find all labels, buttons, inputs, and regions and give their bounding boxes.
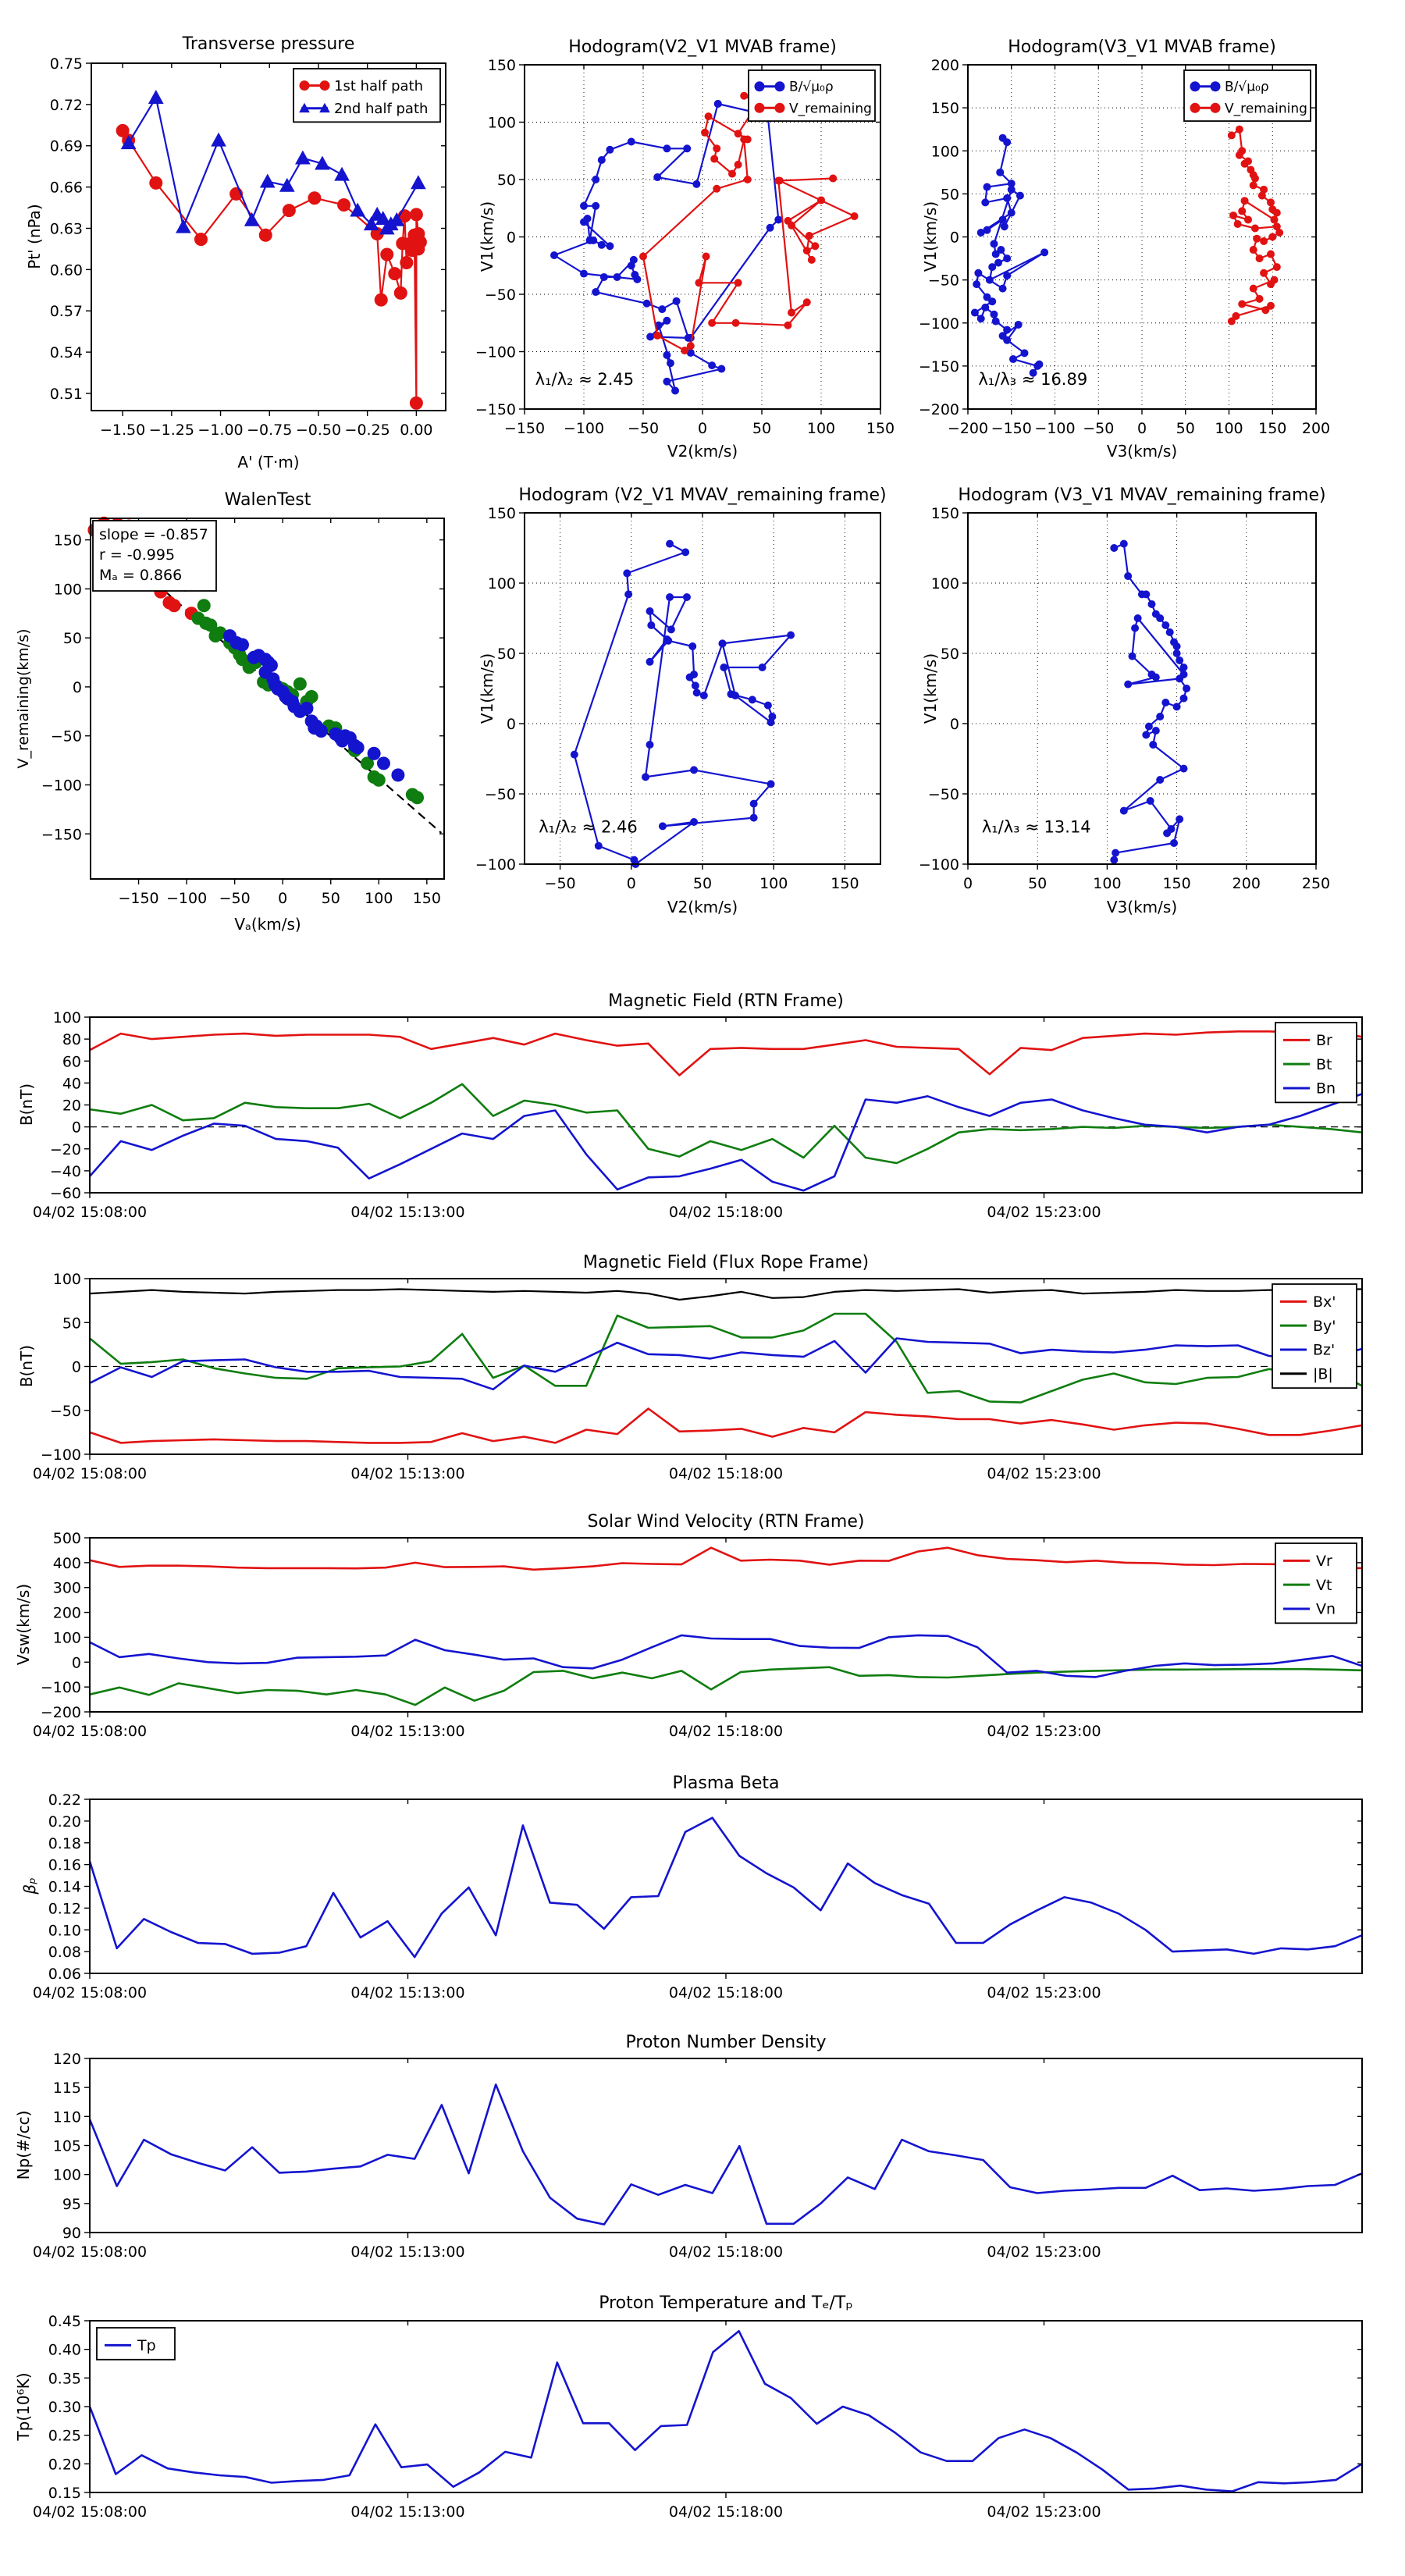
y-axis-label-np: Np(#/cc) xyxy=(14,2110,33,2180)
svg-text:−100: −100 xyxy=(475,343,516,361)
svg-text:slope = -0.857: slope = -0.857 xyxy=(99,526,208,543)
svg-text:−0.50: −0.50 xyxy=(295,422,342,439)
svg-text:80: 80 xyxy=(62,1031,81,1049)
svg-text:04/02 15:08:00: 04/02 15:08:00 xyxy=(32,1204,148,1221)
svg-text:−150: −150 xyxy=(475,401,516,418)
svg-text:0: 0 xyxy=(72,678,82,696)
svg-text:100: 100 xyxy=(930,575,959,592)
y-axis-label-v1-mvav3: V1(km/s) xyxy=(921,653,940,724)
svg-text:150: 150 xyxy=(930,505,959,522)
svg-text:04/02 15:08:00: 04/02 15:08:00 xyxy=(32,1465,148,1482)
y-axis-label-beta: βₚ xyxy=(20,1877,39,1895)
svg-text:150: 150 xyxy=(831,875,859,892)
svg-text:−50: −50 xyxy=(627,420,660,437)
svg-text:04/02 15:18:00: 04/02 15:18:00 xyxy=(668,1465,784,1482)
svg-text:−50: −50 xyxy=(484,786,516,803)
svg-text:−50: −50 xyxy=(544,875,576,892)
svg-text:100: 100 xyxy=(52,2166,81,2184)
chart-title-magnetic-rtn: Magnetic Field (RTN Frame) xyxy=(608,991,844,1011)
svg-text:04/02 15:18:00: 04/02 15:18:00 xyxy=(668,1204,784,1221)
svg-text:50: 50 xyxy=(62,630,82,648)
svg-text:110: 110 xyxy=(52,2108,81,2126)
svg-text:−200: −200 xyxy=(918,401,959,418)
chart-p3 xyxy=(919,57,1330,437)
svg-text:0.20: 0.20 xyxy=(48,1813,81,1831)
y-axis-label-b-fluxrope: B(nT) xyxy=(17,1344,36,1388)
chart-p5 xyxy=(475,505,880,892)
svg-text:Vt: Vt xyxy=(1316,1576,1332,1594)
svg-text:20: 20 xyxy=(62,1097,81,1115)
svg-text:0: 0 xyxy=(71,1358,81,1376)
chart-title-hodogram-v3v1-mvav: Hodogram (V3_V1 MVAV_remaining frame) xyxy=(958,486,1326,505)
svg-text:V_remaining: V_remaining xyxy=(1225,101,1307,117)
svg-text:2nd half path: 2nd half path xyxy=(334,101,429,118)
svg-text:04/02 15:08:00: 04/02 15:08:00 xyxy=(32,2503,148,2521)
svg-text:04/02 15:13:00: 04/02 15:13:00 xyxy=(350,1465,465,1482)
svg-text:50: 50 xyxy=(496,172,516,189)
svg-text:100: 100 xyxy=(930,143,959,161)
chart-title-solar-wind: Solar Wind Velocity (RTN Frame) xyxy=(587,1512,865,1532)
svg-text:−0.25: −0.25 xyxy=(344,422,390,439)
svg-text:200: 200 xyxy=(930,57,959,74)
svg-text:04/02 15:08:00: 04/02 15:08:00 xyxy=(32,1723,148,1740)
y-axis-label-v1-mvav2: V1(km/s) xyxy=(478,653,496,724)
svg-text:Mₐ = 0.866: Mₐ = 0.866 xyxy=(99,567,183,584)
chart-title-walen-test: WalenTest xyxy=(224,490,311,510)
svg-text:200: 200 xyxy=(1232,875,1261,892)
svg-text:0: 0 xyxy=(506,716,516,733)
x-axis-label-va: Vₐ(km/s) xyxy=(234,915,301,934)
svg-text:95: 95 xyxy=(62,2195,81,2213)
svg-text:0.10: 0.10 xyxy=(48,1922,81,1940)
y-axis-label-vsw: Vsw(km/s) xyxy=(14,1583,33,1666)
svg-text:100: 100 xyxy=(52,1009,81,1026)
svg-text:150: 150 xyxy=(866,420,895,437)
svg-text:Bx': Bx' xyxy=(1313,1293,1336,1311)
svg-text:04/02 15:08:00: 04/02 15:08:00 xyxy=(32,1984,148,2001)
svg-text:50: 50 xyxy=(1028,875,1048,892)
svg-text:−50: −50 xyxy=(927,272,959,290)
svg-text:04/02 15:23:00: 04/02 15:23:00 xyxy=(987,1984,1101,2001)
svg-text:0.57: 0.57 xyxy=(49,303,83,321)
svg-text:50: 50 xyxy=(1176,420,1195,437)
chart-title-magnetic-fluxrope: Magnetic Field (Flux Rope Frame) xyxy=(582,1253,870,1272)
svg-text:−200: −200 xyxy=(947,420,989,437)
svg-text:−1.25: −1.25 xyxy=(148,422,194,439)
svg-text:100: 100 xyxy=(759,875,788,892)
svg-text:0: 0 xyxy=(962,875,973,892)
svg-text:04/02 15:13:00: 04/02 15:13:00 xyxy=(350,1723,465,1740)
svg-text:r = -0.995: r = -0.995 xyxy=(99,546,176,564)
svg-text:0.20: 0.20 xyxy=(48,2456,81,2474)
svg-text:−100: −100 xyxy=(40,1679,81,1697)
svg-text:−150: −150 xyxy=(503,420,546,437)
svg-text:Tp: Tp xyxy=(137,2337,156,2355)
svg-text:90: 90 xyxy=(62,2225,81,2242)
chart-p2 xyxy=(475,57,895,437)
svg-text:0.54: 0.54 xyxy=(49,344,83,362)
svg-text:200: 200 xyxy=(1301,420,1331,437)
y-axis-label-v1-mvab3: V1(km/s) xyxy=(921,201,940,272)
svg-text:0.00: 0.00 xyxy=(400,422,433,439)
svg-text:−100: −100 xyxy=(1034,420,1076,437)
svg-text:105: 105 xyxy=(52,2137,81,2155)
svg-text:04/02 15:13:00: 04/02 15:13:00 xyxy=(350,1204,465,1221)
svg-text:400: 400 xyxy=(52,1554,81,1572)
legend xyxy=(293,69,440,122)
svg-text:100: 100 xyxy=(1093,875,1122,892)
svg-text:0: 0 xyxy=(278,890,288,907)
svg-text:150: 150 xyxy=(487,57,516,74)
svg-text:04/02 15:23:00: 04/02 15:23:00 xyxy=(987,1465,1101,1482)
svg-text:−0.75: −0.75 xyxy=(247,422,293,439)
svg-text:40: 40 xyxy=(62,1075,81,1093)
chart-title-proton-density: Proton Number Density xyxy=(625,2033,827,2052)
svg-text:0.06: 0.06 xyxy=(48,1966,81,1983)
chart-p10 xyxy=(33,1791,1362,2001)
svg-text:−40: −40 xyxy=(49,1162,81,1180)
svg-text:0.66: 0.66 xyxy=(49,179,83,197)
svg-text:−150: −150 xyxy=(118,890,159,907)
chart-p8 xyxy=(33,1271,1362,1482)
svg-text:04/02 15:08:00: 04/02 15:08:00 xyxy=(32,2243,148,2261)
svg-text:0.35: 0.35 xyxy=(48,2370,81,2388)
svg-text:150: 150 xyxy=(1258,420,1287,437)
y-axis-label-v1-mvab2: V1(km/s) xyxy=(478,201,496,272)
svg-text:−1.50: −1.50 xyxy=(100,422,146,439)
svg-text:200: 200 xyxy=(52,1604,81,1622)
svg-text:−150: −150 xyxy=(918,358,959,375)
svg-text:0.16: 0.16 xyxy=(48,1856,81,1874)
svg-text:−50: −50 xyxy=(50,728,82,745)
chart-p6 xyxy=(919,505,1330,892)
svg-text:−50: −50 xyxy=(49,1402,81,1420)
svg-text:120: 120 xyxy=(52,2051,81,2068)
svg-text:50: 50 xyxy=(940,646,959,663)
svg-text:0.72: 0.72 xyxy=(49,96,83,114)
svg-text:−100: −100 xyxy=(475,856,516,873)
svg-text:150: 150 xyxy=(53,532,82,550)
svg-text:0.22: 0.22 xyxy=(48,1791,81,1809)
chart-p7 xyxy=(33,1009,1362,1221)
svg-text:B/√μ₀ρ: B/√μ₀ρ xyxy=(1225,79,1269,95)
svg-text:−50: −50 xyxy=(927,786,959,803)
svg-text:04/02 15:13:00: 04/02 15:13:00 xyxy=(350,2243,465,2261)
svg-text:Br: Br xyxy=(1316,1032,1332,1050)
svg-text:Vn: Vn xyxy=(1316,1600,1336,1618)
svg-text:150: 150 xyxy=(1162,875,1191,892)
svg-text:−50: −50 xyxy=(1083,420,1115,437)
svg-text:04/02 15:13:00: 04/02 15:13:00 xyxy=(350,2503,465,2521)
svg-text:0: 0 xyxy=(697,420,708,437)
svg-text:−50: −50 xyxy=(484,286,516,304)
svg-text:0: 0 xyxy=(1136,420,1147,437)
svg-text:150: 150 xyxy=(412,890,441,907)
svg-text:Bt: Bt xyxy=(1316,1055,1332,1073)
svg-text:0.40: 0.40 xyxy=(48,2341,81,2359)
svg-text:0: 0 xyxy=(506,229,516,247)
svg-text:0: 0 xyxy=(949,229,959,247)
chart-p4 xyxy=(41,517,444,907)
svg-text:60: 60 xyxy=(62,1053,81,1071)
chart-title-hodogram-v2v1-mvav: Hodogram (V2_V1 MVAV_remaining frame) xyxy=(518,486,887,505)
svg-text:04/02 15:18:00: 04/02 15:18:00 xyxy=(668,2243,784,2261)
svg-text:50: 50 xyxy=(62,1315,81,1332)
chart-title-hodogram-v2v1-mvab: Hodogram(V2_V1 MVAB frame) xyxy=(568,37,837,57)
svg-text:0.69: 0.69 xyxy=(49,137,83,155)
svg-text:0.25: 0.25 xyxy=(48,2427,81,2445)
svg-text:−100: −100 xyxy=(166,890,208,907)
svg-text:100: 100 xyxy=(52,1629,81,1647)
y-axis-label-vremaining: V_remaining(km/s) xyxy=(15,628,32,769)
svg-text:115: 115 xyxy=(52,2080,81,2097)
legend xyxy=(1184,70,1311,121)
chart-p12 xyxy=(33,2313,1362,2521)
svg-text:50: 50 xyxy=(321,890,340,907)
x-axis-label-v2-mvav: V2(km/s) xyxy=(667,898,738,916)
svg-text:500: 500 xyxy=(52,1530,81,1547)
svg-text:100: 100 xyxy=(53,581,82,599)
svg-text:300: 300 xyxy=(52,1579,81,1597)
svg-text:0.45: 0.45 xyxy=(48,2313,81,2330)
svg-text:−150: −150 xyxy=(991,420,1032,437)
annotation-box xyxy=(93,521,216,591)
svg-text:04/02 15:18:00: 04/02 15:18:00 xyxy=(668,1723,784,1740)
x-axis-label-v2-mvab: V2(km/s) xyxy=(667,442,738,461)
chart-title-plasma-beta: Plasma Beta xyxy=(672,1774,780,1793)
x-axis-label-v3-mvav: V3(km/s) xyxy=(1106,898,1178,916)
svg-text:λ₁/λ₂ ≈ 2.45: λ₁/λ₂ ≈ 2.45 xyxy=(535,370,635,390)
svg-text:04/02 15:13:00: 04/02 15:13:00 xyxy=(350,1984,465,2001)
svg-text:150: 150 xyxy=(487,505,516,522)
chart-title-proton-temperature: Proton Temperature and Tₑ/Tₚ xyxy=(599,2293,853,2313)
svg-text:0.14: 0.14 xyxy=(48,1878,81,1896)
chart-p9 xyxy=(33,1530,1362,1740)
svg-text:0: 0 xyxy=(71,1654,81,1672)
svg-text:50: 50 xyxy=(692,875,713,892)
svg-text:100: 100 xyxy=(365,890,393,907)
svg-text:100: 100 xyxy=(487,114,516,132)
svg-text:0.08: 0.08 xyxy=(48,1944,81,1962)
svg-text:−1.00: −1.00 xyxy=(197,422,244,439)
svg-text:−150: −150 xyxy=(41,826,82,844)
y-axis-label-pt: Pt' (nPa) xyxy=(25,204,44,269)
svg-text:λ₁/λ₃ ≈ 16.89: λ₁/λ₃ ≈ 16.89 xyxy=(978,370,1088,390)
svg-text:50: 50 xyxy=(752,420,772,437)
svg-text:150: 150 xyxy=(930,100,959,118)
chart-title-hodogram-v3v1-mvab: Hodogram(V3_V1 MVAB frame) xyxy=(1008,37,1276,57)
svg-text:04/02 15:18:00: 04/02 15:18:00 xyxy=(668,2503,784,2521)
svg-text:0.60: 0.60 xyxy=(49,262,83,279)
svg-text:−60: −60 xyxy=(49,1185,81,1202)
svg-text:Vr: Vr xyxy=(1316,1553,1332,1571)
legend xyxy=(1275,1023,1357,1102)
svg-text:04/02 15:18:00: 04/02 15:18:00 xyxy=(668,1984,784,2001)
svg-text:|B|: |B| xyxy=(1313,1365,1333,1383)
svg-text:−100: −100 xyxy=(563,420,605,437)
svg-text:1st half path: 1st half path xyxy=(334,77,424,94)
svg-text:0.63: 0.63 xyxy=(49,220,83,238)
svg-text:0: 0 xyxy=(71,1119,81,1137)
svg-text:0.15: 0.15 xyxy=(48,2485,81,2502)
svg-text:100: 100 xyxy=(1215,420,1243,437)
svg-text:04/02 15:23:00: 04/02 15:23:00 xyxy=(987,2503,1101,2521)
svg-text:0.12: 0.12 xyxy=(48,1900,81,1918)
svg-text:λ₁/λ₃ ≈ 13.14: λ₁/λ₃ ≈ 13.14 xyxy=(981,817,1091,837)
chart-p1 xyxy=(50,55,446,439)
svg-text:−100: −100 xyxy=(40,1446,81,1464)
svg-text:By': By' xyxy=(1313,1317,1336,1335)
svg-text:04/02 15:23:00: 04/02 15:23:00 xyxy=(987,2243,1101,2261)
chart-p11 xyxy=(33,2051,1362,2261)
svg-text:0.18: 0.18 xyxy=(48,1834,81,1852)
svg-text:B/√μ₀ρ: B/√μ₀ρ xyxy=(789,79,834,95)
legend xyxy=(1272,1284,1357,1388)
svg-text:04/02 15:23:00: 04/02 15:23:00 xyxy=(987,1723,1101,1740)
x-axis-label-v3-mvab: V3(km/s) xyxy=(1106,442,1178,461)
svg-text:V_remaining: V_remaining xyxy=(789,101,872,117)
svg-text:0.75: 0.75 xyxy=(49,55,83,73)
x-axis-label-a-prime: A' (T·m) xyxy=(237,453,300,471)
svg-text:−100: −100 xyxy=(41,777,82,795)
svg-text:50: 50 xyxy=(940,186,959,204)
svg-text:Bn: Bn xyxy=(1316,1080,1336,1098)
y-axis-label-tp: Tp(10⁶K) xyxy=(14,2372,33,2441)
y-axis-label-b-rtn: B(nT) xyxy=(17,1083,36,1126)
legend xyxy=(1275,1543,1357,1623)
svg-text:−20: −20 xyxy=(49,1140,81,1158)
svg-text:Bz': Bz' xyxy=(1313,1341,1336,1359)
svg-text:250: 250 xyxy=(1301,875,1331,892)
legend xyxy=(749,70,875,121)
svg-text:−200: −200 xyxy=(40,1704,81,1721)
chart-title-transverse-pressure: Transverse pressure xyxy=(182,34,355,54)
svg-text:−100: −100 xyxy=(918,315,959,333)
svg-text:50: 50 xyxy=(496,646,516,663)
svg-text:−50: −50 xyxy=(219,890,251,907)
svg-text:100: 100 xyxy=(806,420,836,437)
svg-text:04/02 15:23:00: 04/02 15:23:00 xyxy=(987,1204,1101,1221)
legend xyxy=(97,2328,175,2360)
svg-text:λ₁/λ₂ ≈ 2.46: λ₁/λ₂ ≈ 2.46 xyxy=(539,817,638,837)
svg-text:−100: −100 xyxy=(918,856,959,873)
svg-text:0.30: 0.30 xyxy=(48,2399,81,2416)
svg-text:0: 0 xyxy=(949,716,959,733)
svg-text:100: 100 xyxy=(52,1271,81,1288)
svg-text:0.51: 0.51 xyxy=(49,385,83,403)
svg-text:100: 100 xyxy=(487,575,516,592)
svg-text:0: 0 xyxy=(626,875,636,892)
